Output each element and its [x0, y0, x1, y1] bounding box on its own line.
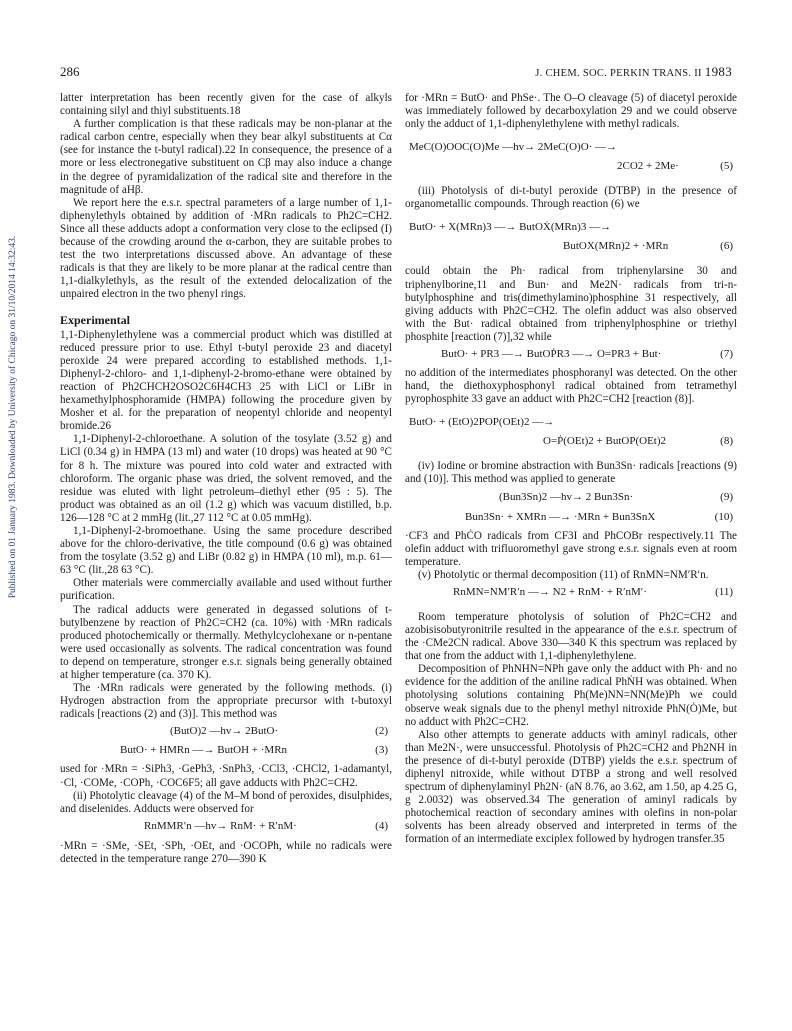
equation — [60, 725, 392, 740]
equation — [405, 435, 737, 450]
paragraph: for ·MRn = ButO· and PhSe·. The O–O cleavage (5) of diacetyl peroxide was immediately followed by decarboxylation 29 and we could observe only the adduct of 1,1-diphenylethylene with methyl radicals. — [405, 92, 737, 131]
equation-body: ButO· + HMRn —→ ButOH + ·MRn — [120, 744, 288, 757]
equation-body: ButO· + PR3 —→ ButOṖR3 —→ O=PR3 + But· — [441, 348, 662, 361]
paragraph: The ·MRn radicals were generated by the following methods. (i) Hydrogen abstraction from the appropriate precursor with t-butoxyl radicals [reactions (2) and (3)]. This method was — [60, 682, 392, 721]
equation — [405, 416, 737, 431]
paragraph: 1,1-Diphenyl-2-chloroethane. A solution of the tosylate (3.52 g) and LiCl (0.34 g) in HMPA (13 ml) and water (10 drops) was heated at 90 °C for 8 h. The mixture was poured into cold water and extracted with chloroform. The organic phase was dried, the solvent removed, and the residue was eluted with light petroleum–diethyl ether (95 : 5). The product was obtained as an oil (1.2 g) which was vacuum distilled, b.p. 126—128 °C at 2 mmHg (lit.,27 112 °C at 0.05 mmHg). — [60, 433, 392, 524]
paragraph: We report here the e.s.r. spectral parameters of a large number of 1,1-diphenylethyls obtained by addition of ·MRn radicals to Ph2C=CH2. Since all these adducts adopt a conformation very close to the eclipsed (I) because of the crowding around the α-carbon, they are suitable probes to test the two interpretations discussed above. An advantage of these radicals is that they are likely to be more planar at the radical centre than 1,1-dialkylethyls, as the result of the extended delocalization of the unpaired electron in the two phenyl rings. — [60, 196, 392, 301]
equation-body: ButO· + X(MRn)3 —→ ButOẊ(MRn)3 —→ — [409, 221, 612, 234]
paragraph: could obtain the Ph· radical from triphenylarsine 30 and triphenylborine,11 and Bun· and Me2N· radicals from tri-n-butylphosphine and tris(dimethylamino)phosphine 31 respectively, all giving adducts with Ph2C=CH2. The olefin adduct was also observed with the But· radical obtained from triphenylphosphine or triethyl phosphite [reaction (7)],32 while — [405, 265, 737, 343]
download-watermark — [6, 212, 20, 622]
equation-body: ButOX(MRn)2 + ·MRn — [563, 240, 669, 253]
equation-body: RnMN=NM′R′n —→ N2 + RnM· + R′nM′· — [453, 585, 647, 598]
download-note: Published on 01 January 1983. Downloaded by University of Chicago on 31/10/2014 14:32:43. — [8, 235, 18, 599]
equation-body: ButO· + (EtO)2POP(OEt)2 —→ — [409, 416, 555, 429]
equation — [405, 141, 737, 156]
paragraph: no addition of the intermediates phosphoranyl was detected. On the other hand, the diethoxyphosphonyl radical obtained from tetramethyl pyrophosphite 33 gave an adduct with Ph2C=CH2 [reaction (8)]. — [405, 367, 737, 406]
paragraph: Also other attempts to generate adducts with aminyl radicals, other than Me2N·, were unsuccessful. Photolysis of Ph2C=CH2 and Ph2NH in the presence of di-t-butyl peroxide (DTBP) yields the e.s.r. spectrum of diphenyl nitroxide, while without DTBP a strong and well resolved spectrum of diphenylaminyl Ph2N· (aN 8.76, ao 3.62, am 1.50, ap 4.25 G, g 2.0032) was observed.34 The generation of aminyl radicals by photochemical reaction of secondary amines with olefins in non-polar solvents has been already observed and interpreted in terms of the formation of an intermediate exciplex followed by hydrogen transfer.35 — [405, 728, 737, 846]
paragraph: (iii) Photolysis of di-t-butyl peroxide (DTBP) in the presence of organometallic compounds. Through reaction (6) we — [405, 185, 737, 211]
paragraph: 1,1-Diphenyl-2-bromoethane. Using the same procedure described above for the chloro-derivative, the title compound (0.6 g) was obtained from the tosylate (3.52 g) and LiBr (0.82 g) in HMPA (10 ml), m.p. 61—63 °C (lit.,28 63 °C). — [60, 525, 392, 577]
equation-number: (11) — [715, 585, 733, 598]
paragraph: ·MRn = ·SMe, ·SEt, ·SPh, ·OEt, and ·OCOPh, while no radicals were detected in the temperature range 270—390 K — [60, 839, 392, 865]
equation-body: (Bun3Sn)2 —hv→ 2 Bun3Sn· — [499, 490, 634, 503]
equation-number: (3) — [375, 744, 388, 757]
paragraph: Other materials were commercially available and used without further purification. — [60, 577, 392, 603]
paragraph: used for ·MRn = ·SiPh3, ·GePh3, ·SnPh3, ·CCl3, ·CHCl2, 1-adamantyl, ·Cl, ·COMe, ·COPh, ·COC6F5; all gave adducts with Ph2C=CH2. — [60, 763, 392, 789]
right-column — [405, 92, 737, 847]
paragraph: Decomposition of PhNHN=NPh gave only the adduct with Ph· and no evidence for the addition of the aniline radical PhṄH was obtained. When photolysing solutions containing Ph(Me)NN=NN(Me)Ph we could observe weak signals due to the phenyl methyl nitroxide PhN(Ȯ)Me, but no adduct with Ph2C=CH2. — [405, 663, 737, 728]
equation-body: (ButO)2 —hv→ 2ButO· — [170, 725, 279, 738]
equation — [405, 511, 737, 526]
paragraph: Room temperature photolysis of solution of Ph2C=CH2 and azobisisobutyronitrile resulted in the appearance of the e.s.r. spectrum of the ·CMe2CN radical. Above 330—340 K this spectrum was replaced by that one from the adduct with 1,1-diphenylethylene. — [405, 610, 737, 663]
equation — [405, 221, 737, 236]
paragraph: A further complication is that these radicals may be non-planar at the radical carbon centre, especially when they bear alkyl substituents at Cα (see for instance the t-butyl radical).22 In consequence, the presence of a more or less electronegative substituent on Cβ may also induce a change in the degree of pyramidalization of the radical site and therefore in the magnitude of aHβ. — [60, 118, 392, 196]
page-number: 286 — [60, 64, 80, 79]
equation-body: Bun3Sn· + XMRn —→ ·MRn + Bun3SnX — [465, 510, 656, 523]
equation — [405, 160, 737, 175]
equation-number: (5) — [720, 160, 733, 173]
equation-body: O=Ṗ(OEt)2 + ButOP(OEt)2 — [543, 435, 667, 448]
equation-number: (2) — [375, 725, 388, 738]
equation — [405, 348, 737, 363]
paragraph: ·CF3 and PhĊO radicals from CF3I and PhCOBr respectively.11 The olefin adduct with trifluoromethyl gave strong e.s.r. signals even at room temperature. — [405, 529, 737, 568]
equation — [405, 491, 737, 507]
paragraph: (v) Photolytic or thermal decomposition (11) of RnMN=NM′R′n. — [418, 568, 709, 581]
paragraph: latter interpretation has been recently given for the case of alkyls containing silyl and thiyl substituents.18 — [60, 92, 392, 118]
journal-name: J. CHEM. SOC. PERKIN TRANS. II — [535, 68, 702, 79]
paragraph: (ii) Photolytic cleavage (4) of the M–M bond of peroxides, disulphides, and diselenides. Adducts were observed for — [60, 789, 392, 815]
equation — [405, 240, 737, 255]
section-heading: Experimental — [60, 312, 130, 327]
paragraph: 1,1-Diphenylethylene was a commercial product which was distilled at reduced pressure prior to use. Ethyl t-butyl peroxide 23 and diacetyl peroxide 24 were prepared according to established methods. 1,1-Diphenyl-2-chloro- and 1,1-diphenyl-2-bromo-ethane were obtained by reaction of Ph2CHCH2OSO2C6H4CH3 25 with LiCl or LiBr in hexamethylphosphoramide (HMPA) following the procedure given by Mosher et al. for the preparation of neopentyl chloride and neopentyl bromide.26 — [60, 328, 392, 433]
journal-year: 1983 — [704, 64, 732, 79]
equation-body: MeC(O)OOC(O)Me —hv→ 2MeC(O)O· —→ — [409, 141, 618, 154]
equation-number: (7) — [720, 348, 733, 361]
equation — [60, 744, 392, 759]
equation-number: (10) — [714, 510, 733, 523]
equation-number: (4) — [375, 819, 388, 832]
paragraph: (iv) Iodine or bromine abstraction with Bun3Sn· radicals [reactions (9) and (10)]. This method was applied to generate — [405, 460, 737, 486]
equation-number: (6) — [720, 240, 733, 253]
equation-number: (9) — [720, 490, 733, 503]
equation — [60, 820, 392, 836]
equation — [405, 586, 737, 601]
left-column — [60, 92, 392, 866]
equation-body: RnMMR′n —hv→ RnM· + R′nM· — [144, 819, 297, 832]
paragraph: The radical adducts were generated in degassed solutions of t-butylbenzene by reaction of Ph2C=CH2 (ca. 10%) with ·MRn radicals produced photochemically or thermally. Methylcyclohexane or n-pentane were used occasionally as solvents. The radical concentration was found to depend on temperature, stronger e.s.r. signals being generally obtained at higher temperature (ca. 370 K). — [60, 603, 392, 682]
journal-header — [535, 64, 732, 80]
equation-body: 2CO2 + 2Me· — [617, 160, 679, 173]
equation-number: (8) — [720, 435, 733, 448]
